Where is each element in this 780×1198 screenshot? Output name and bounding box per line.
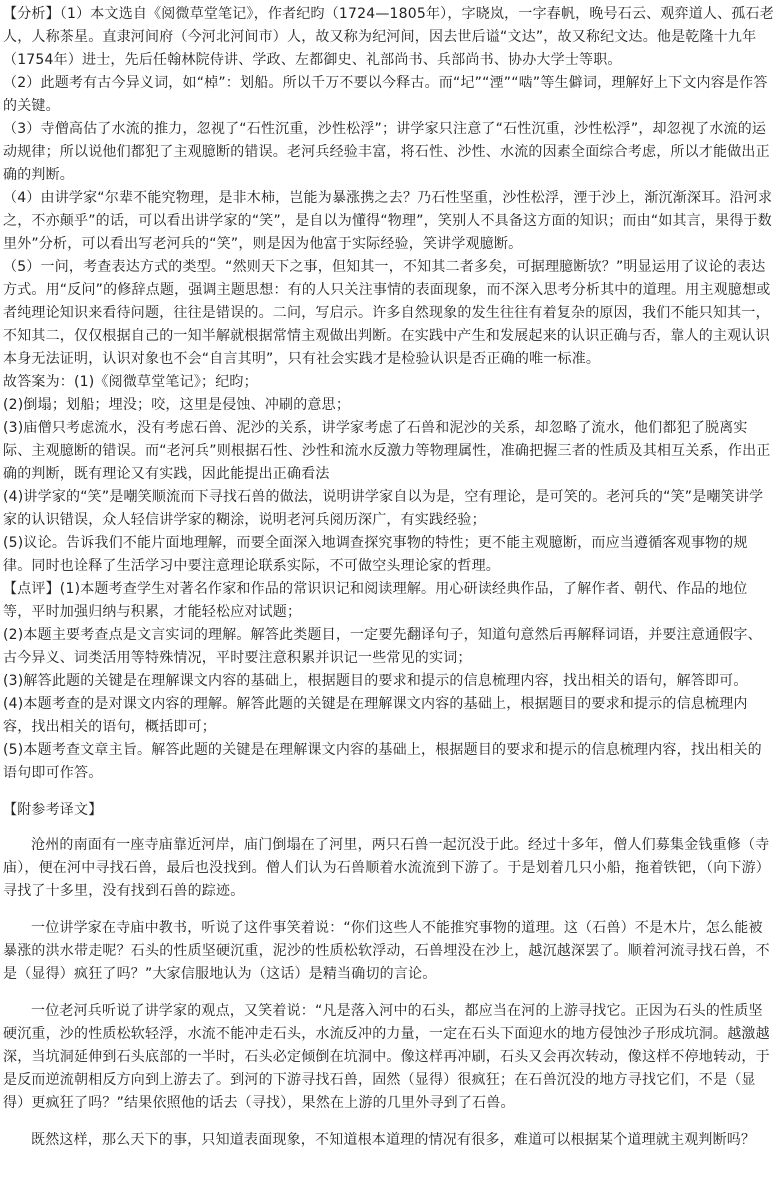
analysis-section [3,3,776,371]
comment-2: (2)本题主要考查点是文言实词的理解。解答此类题目，一定要先翻译句子，知道句意然后再解释词语，并要注意通假字、古今异义、词类活用等特殊情况，平时要注意积累并识记一些常见的实词； [3,627,762,666]
answer-2: (2)倒塌；划船；埋没；咬，这里是侵蚀、冲刷的意思； [3,397,351,413]
comment-1: 【点评】(1)本题考查学生对著名作家和作品的常识识记和阅读理解。用心研读经典作品，了解作者、朝代、作品的地位等，平时加强归纳与积累，才能轻松应对试题； [3,581,748,620]
analysis-paragraph-3: （3）寺僧高估了水流的推力，忽视了“石性沉重，沙性松浮”；讲学家只注意了“石性沉重，沙性松浮”，却忽视了水流的运动规律；所以说他们都犯了主观臆断的错误。老河兵经验丰富，将石性、沙性、水流的因素全面综合考虑，所以才能做出正确的判断。 [3,121,770,183]
comment-3: (3)解答此题的关键是在理解课文内容的基础上，根据题目的要求和提示的信息梳理内容，找出相关的语句，解答即可。 [3,673,748,689]
answer-4: (4)讲学家的“笑”是嘲笑顺流而下寻找石兽的做法，说明讲学家自以为是，空有理论，是可笑的。老河兵的“笑”是嘲笑讲学家的认识错误，众人轻信讲学家的糊涂，说明老河兵阅历深广，有实践经验； [3,489,764,528]
translation-section [3,799,776,1152]
comment-4: (4)本题考查的是对课文内容的理解。解答此题的关键是在理解课文内容的基础上，根据题目的要求和提示的信息梳理内容，找出相关的语句，概括即可； [3,696,748,735]
analysis-paragraph-2: （2）此题考有古今异义词，如“棹”：划船。所以千万不要以今释古。而“圮”“湮”“啮”等生僻词，理解好上下文内容是作答的关键。 [3,75,768,114]
translation-paragraph-4: 既然这样，那么天下的事，只知道表面现象，不知道根本道理的情况有很多，难道可以根据某个道理就主观判断吗？ [31,1132,756,1148]
answer-3: (3)庙僧只考虑流水，没有考虑石兽、泥沙的关系，讲学家考虑了石兽和泥沙的关系，却忽略了流水，他们都犯了脱离实际、主观臆断的错误。而“老河兵”则根据石性、沙性和流水反激力等物理属性，准确把握三者的性质及其相互关系，作出正确的判断，既有理论又有实践，因此能提出正确看法 [3,420,771,482]
answers-section [3,371,776,578]
comments-section [3,578,776,785]
answer-intro: 故答案为：(1)《阅微草堂笔记》；纪昀； [3,374,258,390]
translation-heading: 【附参考译文】 [3,802,103,818]
analysis-paragraph-4: （4）由讲学家“尔辈不能究物理，是非木柿，岂能为暴涨携之去？乃石性坚重，沙性松浮，湮于沙上，渐沉渐深耳。沿河求之，不亦颠乎”的话，可以看出讲学家的“笑”，是自以为懂得“物理”，笑别人不具备这方面的知识；而由“如其言，果得于数里外”分析，可以看出写老河兵的“笑”，则是因为他富于实际经验，笑讲学观臆断。 [3,190,773,252]
analysis-paragraph-1: 【分析】（1）本文选自《阅微草堂笔记》，作者纪昀（1724—1805年），字晓岚，一字春帆，晚号石云、观弈道人、孤石老人，人称茶星。直隶河间府（今河北河间市）人，故又称为纪河间，因去世后谥“文达”，故又称纪文达。他是乾隆十九年（1754年）进士，先后任翰林院侍讲、学政、左都御史、礼部尚书、兵部尚书、协办大学士等职。 [3,6,774,68]
comment-5: (5)本题考查文章主旨。解答此题的关键是在理解课文内容的基础上，根据题目的要求和提示的信息梳理内容，找出相关的语句即可作答。 [3,742,762,781]
translation-paragraph-1: 沧州的南面有一座寺庙靠近河岸，庙门倒塌在了河里，两只石兽一起沉没于此。经过十多年，僧人们募集金钱重修（寺庙），便在河中寻找石兽，最后也没找到。僧人们认为石兽顺着水流流到下游了。于是划着几只小船，拖着铁钯，（向下游）寻找了十多里，没有找到石兽的踪迹。 [3,837,770,899]
translation-paragraph-2: 一位讲学家在寺庙中教书，听说了这件事笑着说：“你们这些人不能推究事物的道理。这（石兽）不是木片，怎么能被暴涨的洪水带走呢？石头的性质坚硬沉重，泥沙的性质松软浮动，石兽埋没在沙上，越沉越深罢了。顺着河流寻找石兽，不是（显得）疯狂了吗？”大家信服地认为（这话）是精当确切的言论。 [3,920,770,982]
answer-5: (5)议论。告诉我们不能片面地理解，而要全面深入地调查探究事物的特性；更不能主观臆断，而应当遵循客观事物的规律。同时也诠释了生活学习中要注意理论联系实际，不可做空头理论家的哲理。 [3,535,748,574]
translation-paragraph-3: 一位老河兵听说了讲学家的观点，又笑着说：“凡是落入河中的石头，都应当在河的上游寻找它。正因为石头的性质坚硬沉重，沙的性质松软轻浮，水流不能冲走石头，水流反冲的力量，一定在石头下面迎水的地方侵蚀沙子形成坑洞。越激越深，当坑洞延伸到石头底部的一半时，石头必定倾倒在坑洞中。像这样再冲刷，石头又会再次转动，像这样不停地转动，于是反而逆流朝相反方向到上游去了。到河的下游寻找石兽，固然（显得）很疯狂；在石兽沉没的地方寻找它们，不是（显得）更疯狂了吗？”结果依照他的话去（寻找），果然在上游的几里外寻到了石兽。 [3,1003,770,1111]
analysis-paragraph-5: （5）一问，考查表达方式的类型。“然则天下之事，但知其一，不知其二者多矣，可据理臆断欤？”明显运用了议论的表达方式。用“反问”的修辞点题，强调主题思想：有的人只关注事情的表面现象，而不深入思考分析其中的道理。用主观臆想或者纯理论知识来看待问题，往往是错误的。二问，写启示。许多自然现象的发生往往有着复杂的原因，我们不能只知其一，不知其二，仅仅根据自己的一知半解就根据常情主观做出判断。在实践中产生和发展起来的认识正确与否，靠人的主观认识本身无法证明，认识对象也不会“自言其明”，只有社会实践才是检验认识是否正确的唯一标准。 [3,259,771,367]
